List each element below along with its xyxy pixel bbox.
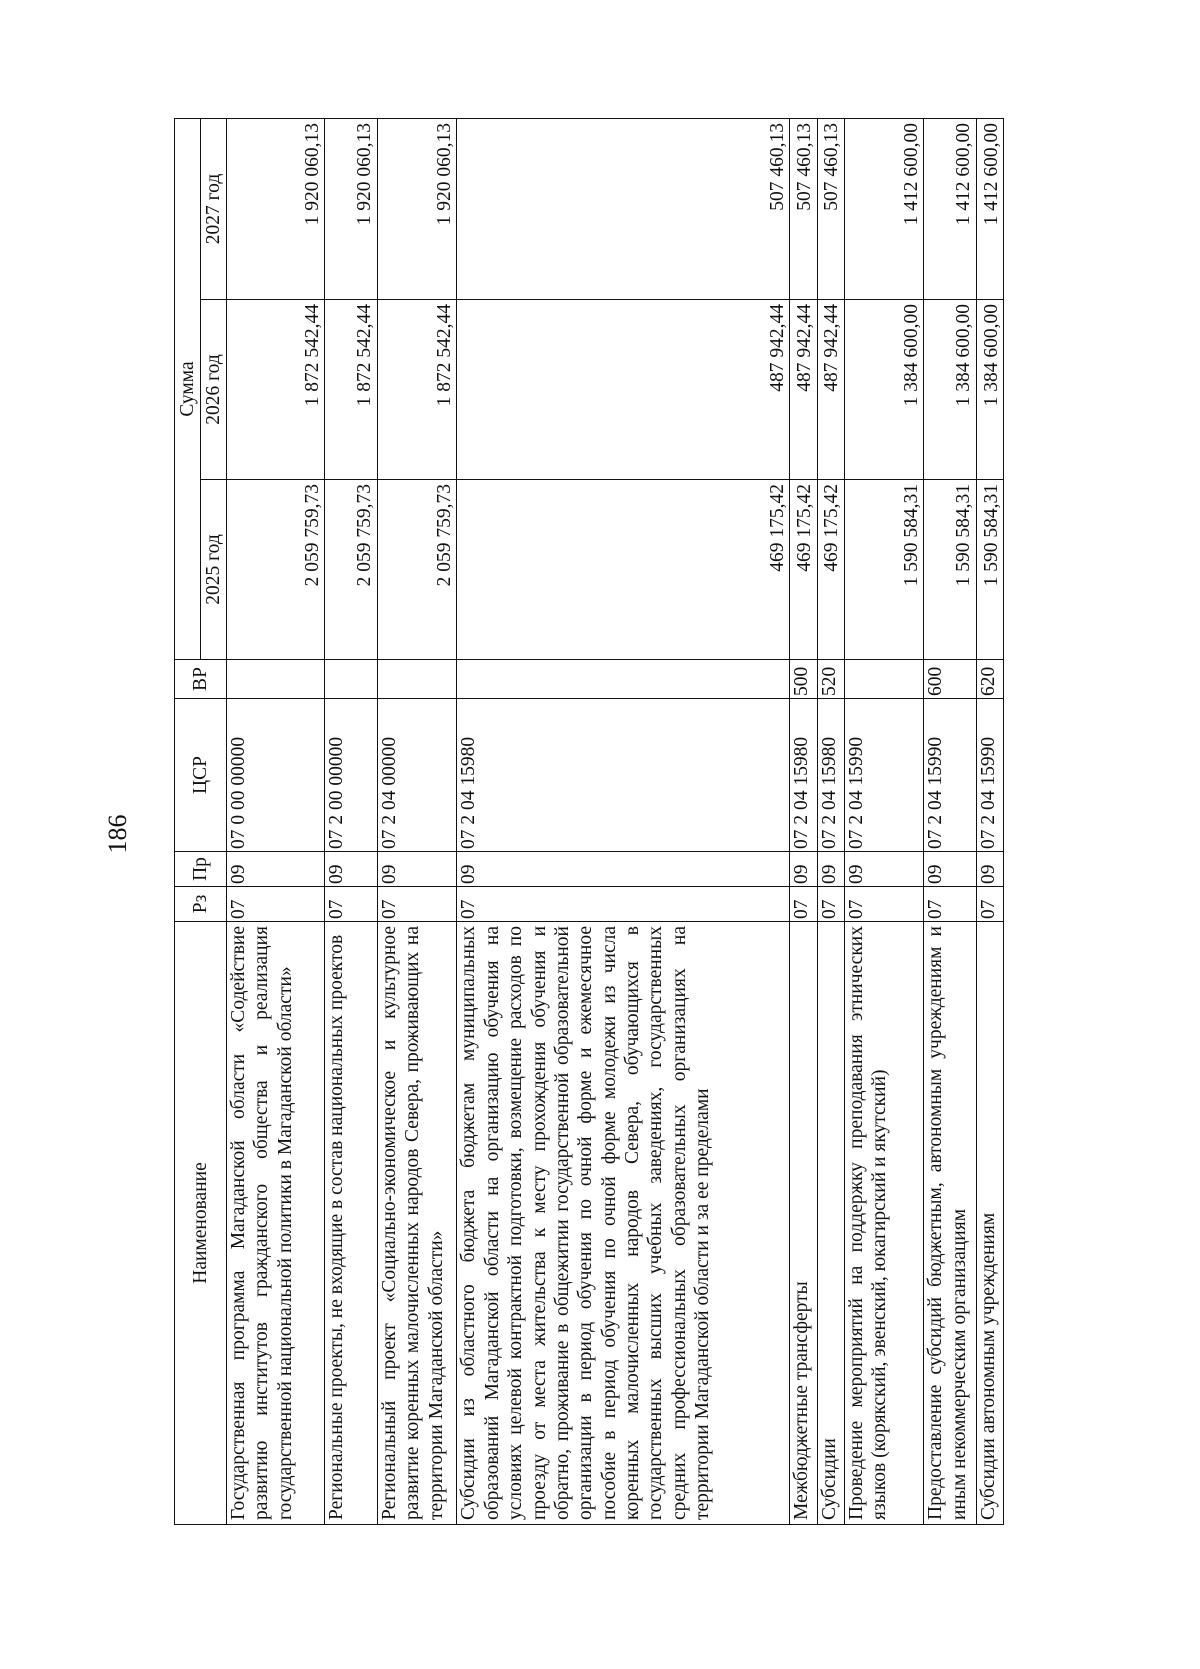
row-sum-2027: 507 460,13 xyxy=(817,119,844,300)
row-sum-2026: 1 384 600,00 xyxy=(976,300,1003,480)
row-rz: 07 xyxy=(790,887,817,922)
row-csr: 07 0 00 00000 xyxy=(227,699,325,852)
table-row xyxy=(457,119,790,1525)
row-pr: 09 xyxy=(844,852,924,887)
row-sum-2025: 1 590 584,31 xyxy=(924,480,976,660)
budget-table xyxy=(174,118,1004,1525)
row-vr: 500 xyxy=(790,660,817,699)
row-sum-2027: 1 920 060,13 xyxy=(227,119,325,300)
row-rz: 07 xyxy=(924,887,976,922)
row-rz: 07 xyxy=(976,887,1003,922)
row-sum-2026: 1 384 600,00 xyxy=(924,300,976,480)
row-sum-2025: 1 590 584,31 xyxy=(844,480,924,660)
row-name: Региональные проекты, не входящие в состав национальных проектов xyxy=(325,922,377,1525)
row-sum-2025: 1 590 584,31 xyxy=(976,480,1003,660)
row-vr xyxy=(325,660,377,699)
row-name: Субсидии xyxy=(817,922,844,1525)
row-name: Межбюджетные трансферты xyxy=(790,922,817,1525)
row-vr xyxy=(377,660,457,699)
row-csr: 07 2 04 00000 xyxy=(377,699,457,852)
row-rz: 07 xyxy=(227,887,325,922)
header-rz: Рз xyxy=(175,887,227,922)
row-rz: 07 xyxy=(325,887,377,922)
header-csr: ЦСР xyxy=(175,699,227,852)
row-csr: 07 2 04 15990 xyxy=(924,699,976,852)
row-sum-2026: 1 872 542,44 xyxy=(227,300,325,480)
row-sum-2026: 1 872 542,44 xyxy=(325,300,377,480)
row-sum-2026: 1 384 600,00 xyxy=(844,300,924,480)
budget-table-container xyxy=(174,119,1004,1525)
row-sum-2027: 507 460,13 xyxy=(790,119,817,300)
row-pr: 09 xyxy=(377,852,457,887)
header-2025: 2025 год xyxy=(201,480,227,660)
header-sum: Сумма xyxy=(175,119,201,660)
table-row xyxy=(227,119,325,1525)
row-name: Проведение мероприятий на поддержку преподавания этнических языков (корякский, эвенский, юкагирский и якутский) xyxy=(844,922,924,1525)
header-vr: ВР xyxy=(175,660,227,699)
row-sum-2025: 469 175,42 xyxy=(817,480,844,660)
row-pr: 09 xyxy=(924,852,976,887)
row-sum-2025: 2 059 759,73 xyxy=(325,480,377,660)
row-name: Субсидии из областного бюджета бюджетам муниципальных образований Магаданской области на организацию обучения на условиях целевой контрактной подготовки, возмещение расходов по проезду от места жительства к месту прохождения обучения и обратно, проживание в общежитии государственной образовательной организации в период обучения по очной форме и ежемесячное пособие в период обучения по очной форме молодежи из числа коренных малочисленных народов Севера, обучающихся в государственных высших учебных заведениях, государственных средних профессиональных образовательных организациях на территории Магаданской области и за ее пределами xyxy=(457,922,790,1525)
header-name: Наименование xyxy=(175,922,227,1525)
row-rz: 07 xyxy=(844,887,924,922)
table-row xyxy=(924,119,976,1525)
row-sum-2025: 469 175,42 xyxy=(790,480,817,660)
row-vr: 600 xyxy=(924,660,976,699)
page-number: 186 xyxy=(103,814,132,854)
row-vr xyxy=(844,660,924,699)
row-sum-2026: 487 942,44 xyxy=(457,300,790,480)
row-name: Субсидии автономным учреждениям xyxy=(976,922,1003,1525)
row-pr: 09 xyxy=(976,852,1003,887)
row-csr: 07 2 04 15980 xyxy=(817,699,844,852)
row-sum-2026: 1 872 542,44 xyxy=(377,300,457,480)
row-name: Предоставление субсидий бюджетным, автономным учреждениям и иным некоммерческим организациям xyxy=(924,922,976,1525)
row-sum-2027: 1 412 600,00 xyxy=(844,119,924,300)
row-csr: 07 2 04 15990 xyxy=(844,699,924,852)
table-row xyxy=(377,119,457,1525)
header-2026: 2026 год xyxy=(201,300,227,480)
row-sum-2027: 1 412 600,00 xyxy=(924,119,976,300)
row-sum-2025: 2 059 759,73 xyxy=(377,480,457,660)
row-csr: 07 2 04 15980 xyxy=(790,699,817,852)
row-vr: 620 xyxy=(976,660,1003,699)
row-sum-2025: 469 175,42 xyxy=(457,480,790,660)
table-row xyxy=(844,119,924,1525)
table-row xyxy=(817,119,844,1525)
row-sum-2027: 1 920 060,13 xyxy=(377,119,457,300)
row-name: Государственная программа Магаданской области «Содействие развитию институтов гражданского общества и реализация государственной национальной политики в Магаданской области» xyxy=(227,922,325,1525)
row-csr: 07 2 04 15980 xyxy=(457,699,790,852)
header-2027: 2027 год xyxy=(201,119,227,300)
row-name: Региональный проект «Социально-экономическое и культурное развитие коренных малочисленных народов Севера, проживающих на территории Магаданской области» xyxy=(377,922,457,1525)
row-pr: 09 xyxy=(790,852,817,887)
row-pr: 09 xyxy=(457,852,790,887)
row-pr: 09 xyxy=(325,852,377,887)
row-csr: 07 2 04 15990 xyxy=(976,699,1003,852)
row-vr xyxy=(227,660,325,699)
table-row xyxy=(790,119,817,1525)
row-rz: 07 xyxy=(817,887,844,922)
row-sum-2027: 1 412 600,00 xyxy=(976,119,1003,300)
row-sum-2025: 2 059 759,73 xyxy=(227,480,325,660)
row-pr: 09 xyxy=(227,852,325,887)
row-sum-2026: 487 942,44 xyxy=(790,300,817,480)
row-sum-2027: 1 920 060,13 xyxy=(325,119,377,300)
row-vr: 520 xyxy=(817,660,844,699)
header-pr: Пр xyxy=(175,852,227,887)
row-sum-2027: 507 460,13 xyxy=(457,119,790,300)
row-csr: 07 2 00 00000 xyxy=(325,699,377,852)
row-sum-2026: 487 942,44 xyxy=(817,300,844,480)
row-vr xyxy=(457,660,790,699)
row-rz: 07 xyxy=(457,887,790,922)
table-row xyxy=(976,119,1003,1525)
row-rz: 07 xyxy=(377,887,457,922)
row-pr: 09 xyxy=(817,852,844,887)
table-row xyxy=(325,119,377,1525)
